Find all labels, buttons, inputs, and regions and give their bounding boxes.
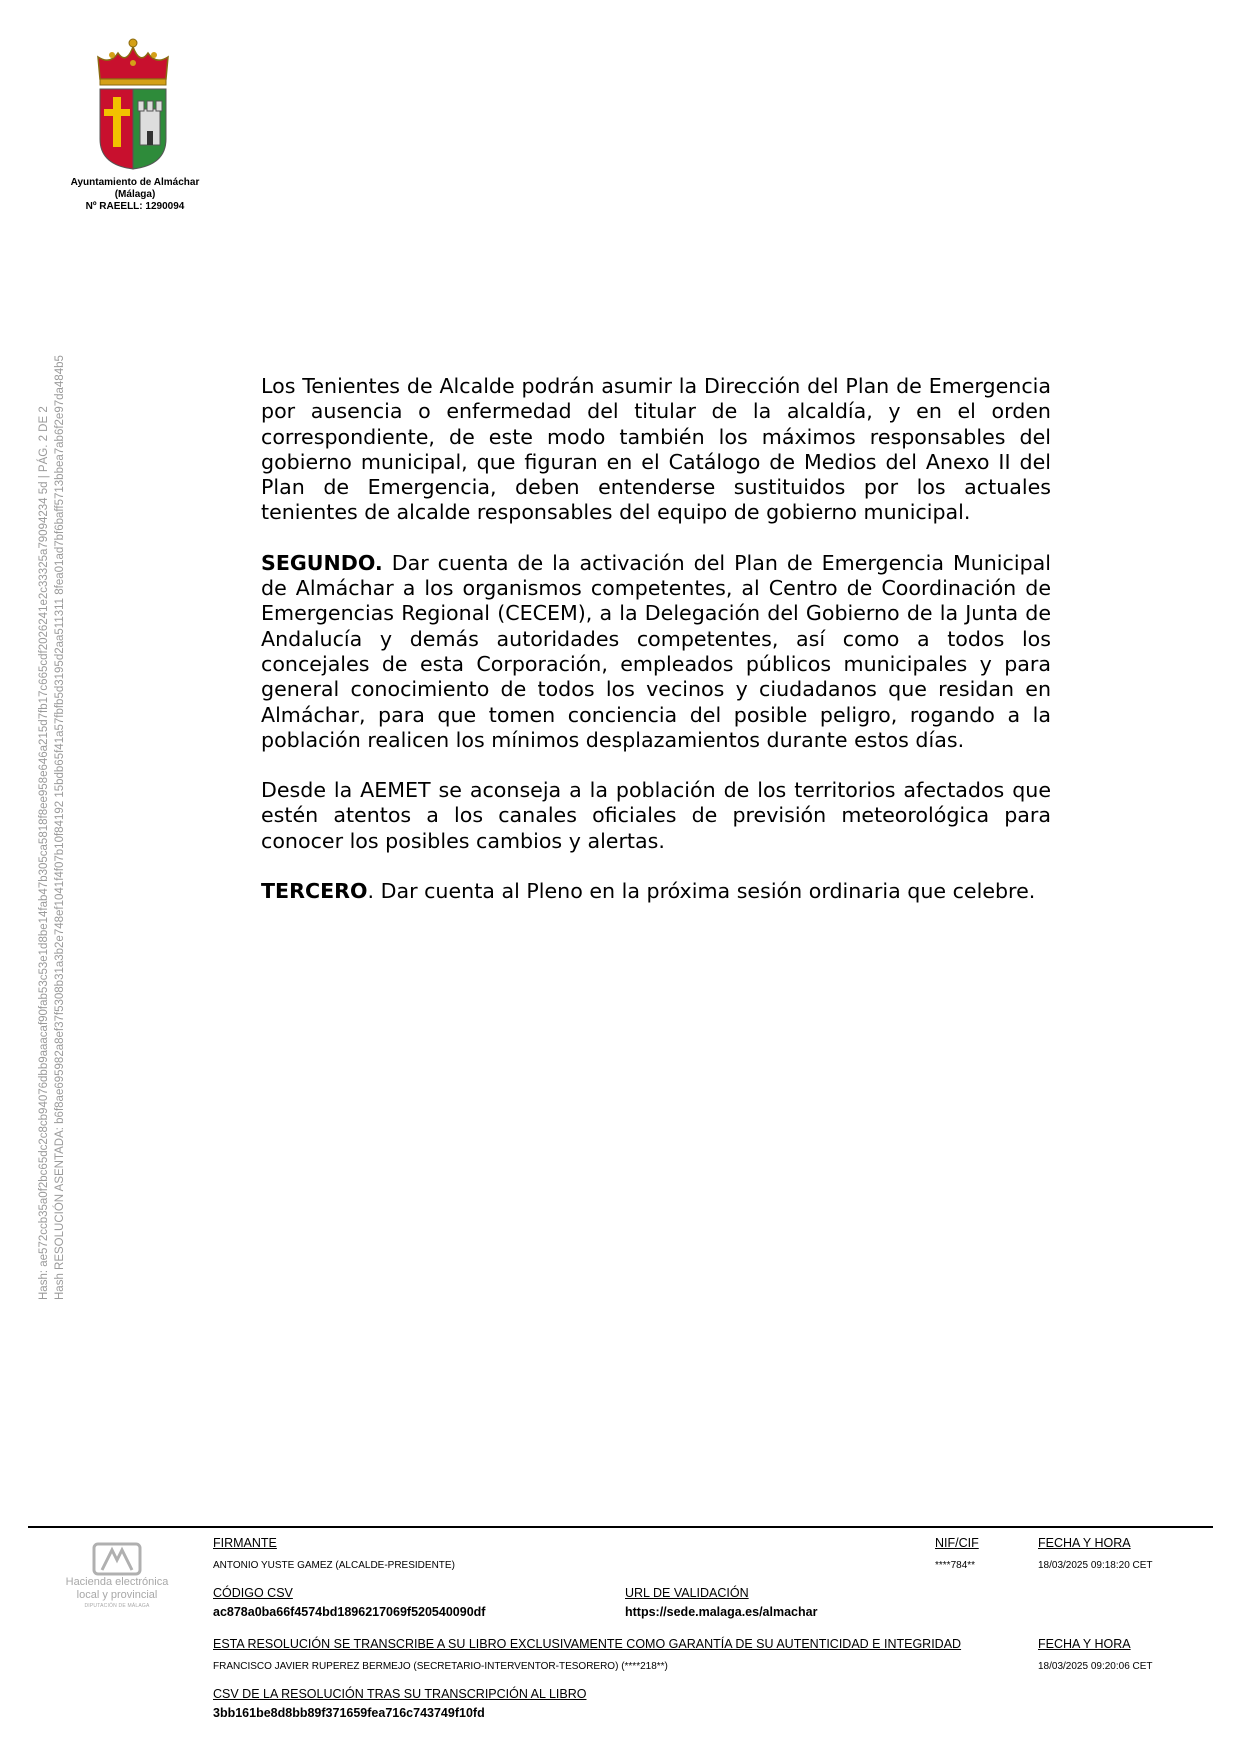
fecha-value: 18/03/2025 09:18:20 CET <box>1038 1560 1153 1571</box>
fecha-label: FECHA Y HORA <box>1038 1536 1131 1550</box>
resolution-hash: Hash RESOLUCIÓN ASENTADA: b6f8ae695982a8ef37f5308b31a3b2e748ef1041f4f07b10f84192 15bdb65f41a57fbfb5d3195d2aa511311 8fea01ad7bf6baff5713bbea7ab6f2e97da484b5 <box>54 355 66 1300</box>
url-label: URL DE VALIDACIÓN <box>625 1586 749 1600</box>
side-hash-strip <box>36 260 68 1300</box>
hacienda-logo-line1: Hacienda electrónica <box>65 1576 169 1588</box>
org-province: (Málaga) <box>114 189 156 200</box>
csv-label: CÓDIGO CSV <box>213 1586 293 1600</box>
validation-url[interactable]: https://sede.malaga.es/almachar <box>625 1605 818 1619</box>
csv2-value: 3bb161be8d8bb89f371659fea716c743749f10fd <box>213 1706 485 1720</box>
segundo-label: SEGUNDO. <box>261 550 383 575</box>
tercero-text: . Dar cuenta al Pleno en la próxima sesión ordinaria que celebre. <box>367 879 1036 904</box>
logo-caption <box>60 177 210 213</box>
org-name: Ayuntamiento de Almáchar <box>70 177 200 188</box>
paragraph-tenientes: Los Tenientes de Alcalde podrán asumir la Dirección del Plan de Emergencia por ausencia o enfermedad del titular de la alcaldía, y en el orden correspondiente, de este modo también los máximos responsables del gobierno municipal, que figuran en el Catálogo de Medios del Anexo II del Plan de Emergencia, deben entenderse sustituidos por los actuales tenientes de alcalde responsables del equipo de gobierno municipal. <box>261 374 1051 525</box>
coat-of-arms-icon <box>90 35 176 175</box>
document-hash: Hash: ae572ccb35a0f2bc65dc2c8cb94076dbb9aaacaf90fab53c53e1d8be14fab47b305ca5818f8ee958e646a215d7fb17c665cdf2026241e2c33325a79094234 5d | PÁG. 2 DE 2 <box>38 406 50 1300</box>
firmante-value: ANTONIO YUSTE GAMEZ (ALCALDE-PRESIDENTE) <box>213 1560 455 1571</box>
paragraph-segundo <box>261 551 1051 753</box>
hacienda-logo-line3: DIPUTACIÓN DE MÁLAGA <box>84 1603 150 1609</box>
hacienda-emblem-icon <box>92 1542 142 1576</box>
nif-label: NIF/CIF <box>935 1536 979 1550</box>
fecha2-value: 18/03/2025 09:20:06 CET <box>1038 1661 1153 1672</box>
hacienda-logo-line2: local y provincial <box>76 1589 158 1601</box>
segundo-text: Dar cuenta de la activación del Plan de Emergencia Municipal de Almáchar a los organismos competentes, al Centro de Coordinación de Emergencias Regional (CECEM), a la Delegación del Gobierno de la Junta de Andalucía y demás autoridades competentes, así como a todos los concejales de esta Corporación, empleados públicos municipales y para general conocimiento de todos los vecinos y ciudadanos que residan en Almáchar, para que tomen conciencia del posible peligro, rogando a la población realicen los mínimos desplazamientos durante estos días. <box>261 550 1051 752</box>
csv-value: ac878a0ba66f4574bd1896217069f520540090df <box>213 1605 486 1619</box>
fecha2-label: FECHA Y HORA <box>1038 1637 1131 1651</box>
org-registry-number: Nº RAEELL: 1290094 <box>85 201 185 212</box>
municipal-logo <box>60 35 210 220</box>
nif-value: ****784** <box>935 1560 976 1571</box>
hacienda-logo <box>52 1542 182 1614</box>
firmante-label: FIRMANTE <box>213 1536 277 1550</box>
transcription-label: ESTA RESOLUCIÓN SE TRANSCRIBE A SU LIBRO EXCLUSIVAMENTE COMO GARANTÍA DE SU AUTENTICIDAD E INTEGRIDAD <box>213 1637 962 1651</box>
document-body <box>261 374 1051 929</box>
footer-divider <box>28 1526 1213 1528</box>
transcription-signer: FRANCISCO JAVIER RUPEREZ BERMEJO (SECRETARIO-INTERVENTOR-TESORERO) (****218**) <box>213 1661 668 1672</box>
paragraph-aemet: Desde la AEMET se aconseja a la población de los territorios afectados que estén atentos a los canales oficiales de previsión meteorológica para conocer los posibles cambios y alertas. <box>261 778 1051 853</box>
csv2-label: CSV DE LA RESOLUCIÓN TRAS SU TRANSCRIPCIÓN AL LIBRO <box>213 1687 587 1701</box>
tercero-label: TERCERO <box>261 879 368 904</box>
paragraph-tercero <box>261 879 1051 904</box>
